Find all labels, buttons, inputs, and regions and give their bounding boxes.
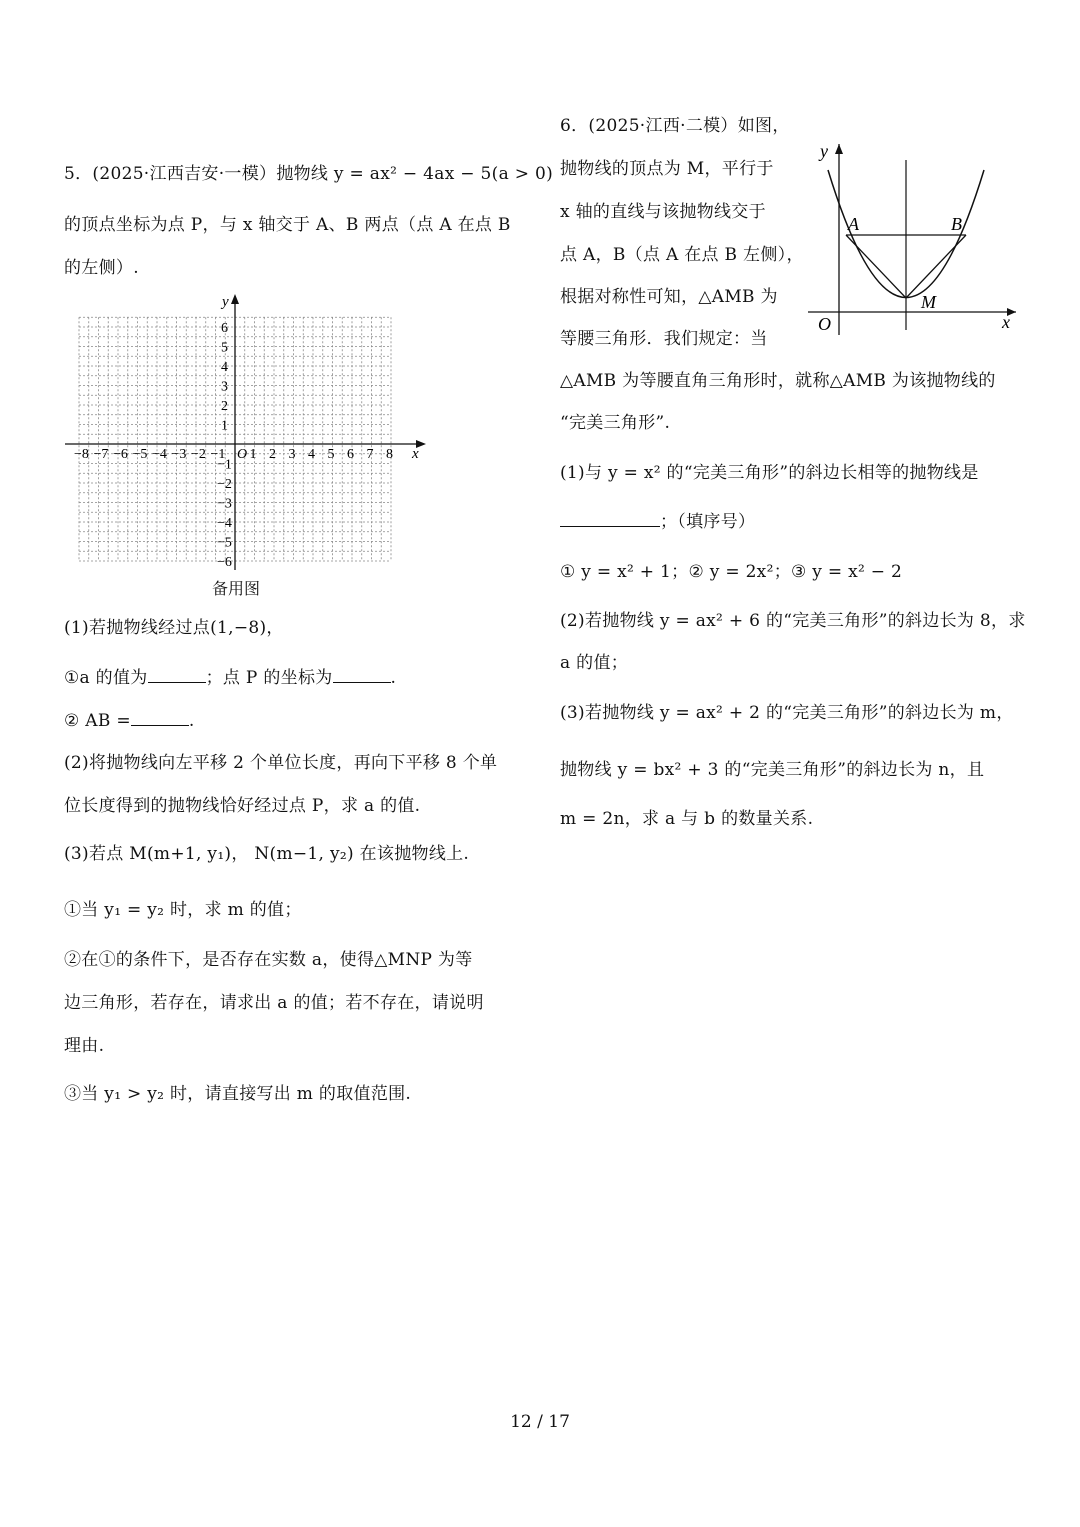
q5-part2-line2: 位长度得到的抛物线恰好经过点 P，求 a 的值.	[64, 796, 421, 816]
q5-head: 5．(2025·江西吉安·一模）抛物线 y = ax² − 4ax − 5(a > 0)	[64, 164, 554, 184]
q5-part1: (1)若抛物线经过点(1,−8)，	[64, 618, 284, 638]
q5-part1b	[64, 709, 195, 733]
answer-blank[interactable]	[560, 510, 660, 527]
q6-line8: “完美三角形”.	[560, 413, 671, 433]
tick-labels	[74, 294, 419, 570]
q6-part1: (1)与 y = x² 的“完美三角形”的斜边长相等的抛物线是	[560, 463, 979, 483]
q6-part1-blank-line	[560, 510, 755, 534]
q5-part1a-mid: ；点 P 的坐标为	[205, 668, 333, 688]
label-o: O	[818, 314, 831, 334]
q5-part3b-line2: 边三角形，若存在，请求出 a 的值；若不存在，请说明	[64, 993, 484, 1013]
x-tick-label: 7	[366, 447, 374, 462]
x-tick-label: 4	[308, 447, 315, 462]
y-tick-label: −3	[217, 496, 232, 512]
q6-line7: △AMB 为等腰直角三角形时，就称△AMB 为该抛物线的	[560, 371, 996, 391]
q5-part1a-end: .	[390, 668, 397, 688]
x-tick-label: −8	[74, 447, 89, 462]
x-axis-label: x	[412, 446, 419, 462]
q6-part3-line3: m = 2n，求 a 与 b 的数量关系.	[560, 809, 814, 829]
q5-part1a	[64, 666, 396, 690]
x-tick-label: 6	[347, 447, 354, 462]
q6-line5: 根据对称性可知，△AMB 为	[560, 287, 778, 307]
x-tick-label: −1	[210, 447, 226, 462]
segment-am	[846, 235, 906, 298]
q5-coordinate-grid	[60, 290, 440, 575]
y-tick-label: −5	[217, 535, 232, 551]
y-tick-label: −6	[217, 555, 232, 570]
y-axis-label: y	[222, 294, 229, 310]
label-y: y	[820, 141, 828, 161]
q5-caption: 备用图	[212, 579, 261, 598]
y-tick-label: −2	[217, 477, 232, 492]
q6-line1: 6．(2025·江西·二模）如图，	[560, 116, 790, 136]
q6-line2: 抛物线的顶点为 M，平行于	[560, 159, 774, 179]
q5-part3b-line1: ②在①的条件下，是否存在实数 a，使得△MNP 为等	[64, 950, 473, 970]
q5-part1b-pre: ② AB =	[64, 711, 131, 731]
q6-part1-blank-end: ；（填序号）	[660, 512, 756, 532]
label-a: A	[848, 214, 859, 234]
answer-blank[interactable]	[131, 709, 189, 726]
q6-part3-line1: (3)若抛物线 y = ax² + 2 的“完美三角形”的斜边长为 m，	[560, 703, 1014, 723]
y-tick-label: 2	[221, 399, 228, 414]
q6-line6: 等腰三角形．我们规定：当	[560, 329, 768, 349]
y-tick-label: 5	[221, 340, 228, 356]
page-number: 12 / 17	[510, 1412, 570, 1432]
answer-blank[interactable]	[333, 666, 391, 683]
x-tick-label: −5	[132, 447, 148, 462]
q6-line3: x 轴的直线与该抛物线交于	[560, 202, 766, 222]
y-tick-label: −1	[217, 457, 232, 473]
x-tick-label: −6	[113, 447, 128, 462]
x-tick-label: 8	[386, 447, 393, 462]
q5-part3c: ③当 y₁ > y₂ 时，请直接写出 m 的取值范围.	[64, 1084, 412, 1104]
q5-part1b-end: .	[188, 711, 195, 731]
origin-label: O	[237, 447, 248, 462]
segment-bm	[906, 235, 966, 298]
label-b: B	[951, 214, 962, 234]
y-tick-label: 1	[221, 418, 228, 434]
q5-part1a-pre: ①a 的值为	[64, 668, 148, 688]
q6-part2-line1: (2)若抛物线 y = ax² + 6 的“完美三角形”的斜边长为 8，求	[560, 611, 1026, 631]
x-tick-label: 1	[249, 447, 257, 462]
y-axis-arrow-icon	[231, 294, 239, 304]
x-tick-label: 2	[269, 447, 276, 462]
label-x: x	[1002, 312, 1010, 332]
x-tick-label: −7	[93, 447, 109, 462]
y-tick-label: −4	[217, 516, 232, 531]
y-axis-arrow-icon	[835, 144, 843, 154]
label-m: M	[921, 292, 936, 312]
q5-part3: (3)若点 M(m+1, y₁)， N(m−1, y₂) 在该抛物线上.	[64, 844, 470, 864]
y-tick-label: 6	[221, 321, 228, 336]
x-tick-label: −4	[152, 447, 167, 462]
q5-part3a: ①当 y₁ = y₂ 时，求 m 的值；	[64, 900, 302, 920]
q6-part2-line2: a 的值；	[560, 653, 629, 673]
x-tick-label: −3	[171, 447, 187, 462]
q6-parabola-figure	[808, 140, 1018, 340]
q6-line4: 点 A，B（点 A 在点 B 左侧），	[560, 245, 804, 265]
x-tick-label: 5	[327, 447, 335, 462]
q5-line2: 的顶点坐标为点 P，与 x 轴交于 A、B 两点（点 A 在点 B	[64, 215, 511, 235]
q5-part2-line1: (2)将抛物线向左平移 2 个单位长度，再向下平移 8 个单	[64, 753, 498, 773]
y-tick-label: 4	[221, 360, 228, 375]
q6-part3-line2: 抛物线 y = bx² + 3 的“完美三角形”的斜边长为 n，且	[560, 760, 985, 780]
q5-line3: 的左侧）.	[64, 258, 139, 278]
q6-options: ① y = x² + 1；② y = 2x²；③ y = x² − 2	[560, 562, 903, 582]
x-tick-label: −2	[191, 447, 206, 462]
y-tick-label: 3	[221, 379, 228, 395]
x-tick-label: 3	[288, 447, 296, 462]
axes	[65, 294, 426, 570]
q5-part3b-line3: 理由.	[64, 1036, 105, 1056]
answer-blank[interactable]	[148, 666, 206, 683]
